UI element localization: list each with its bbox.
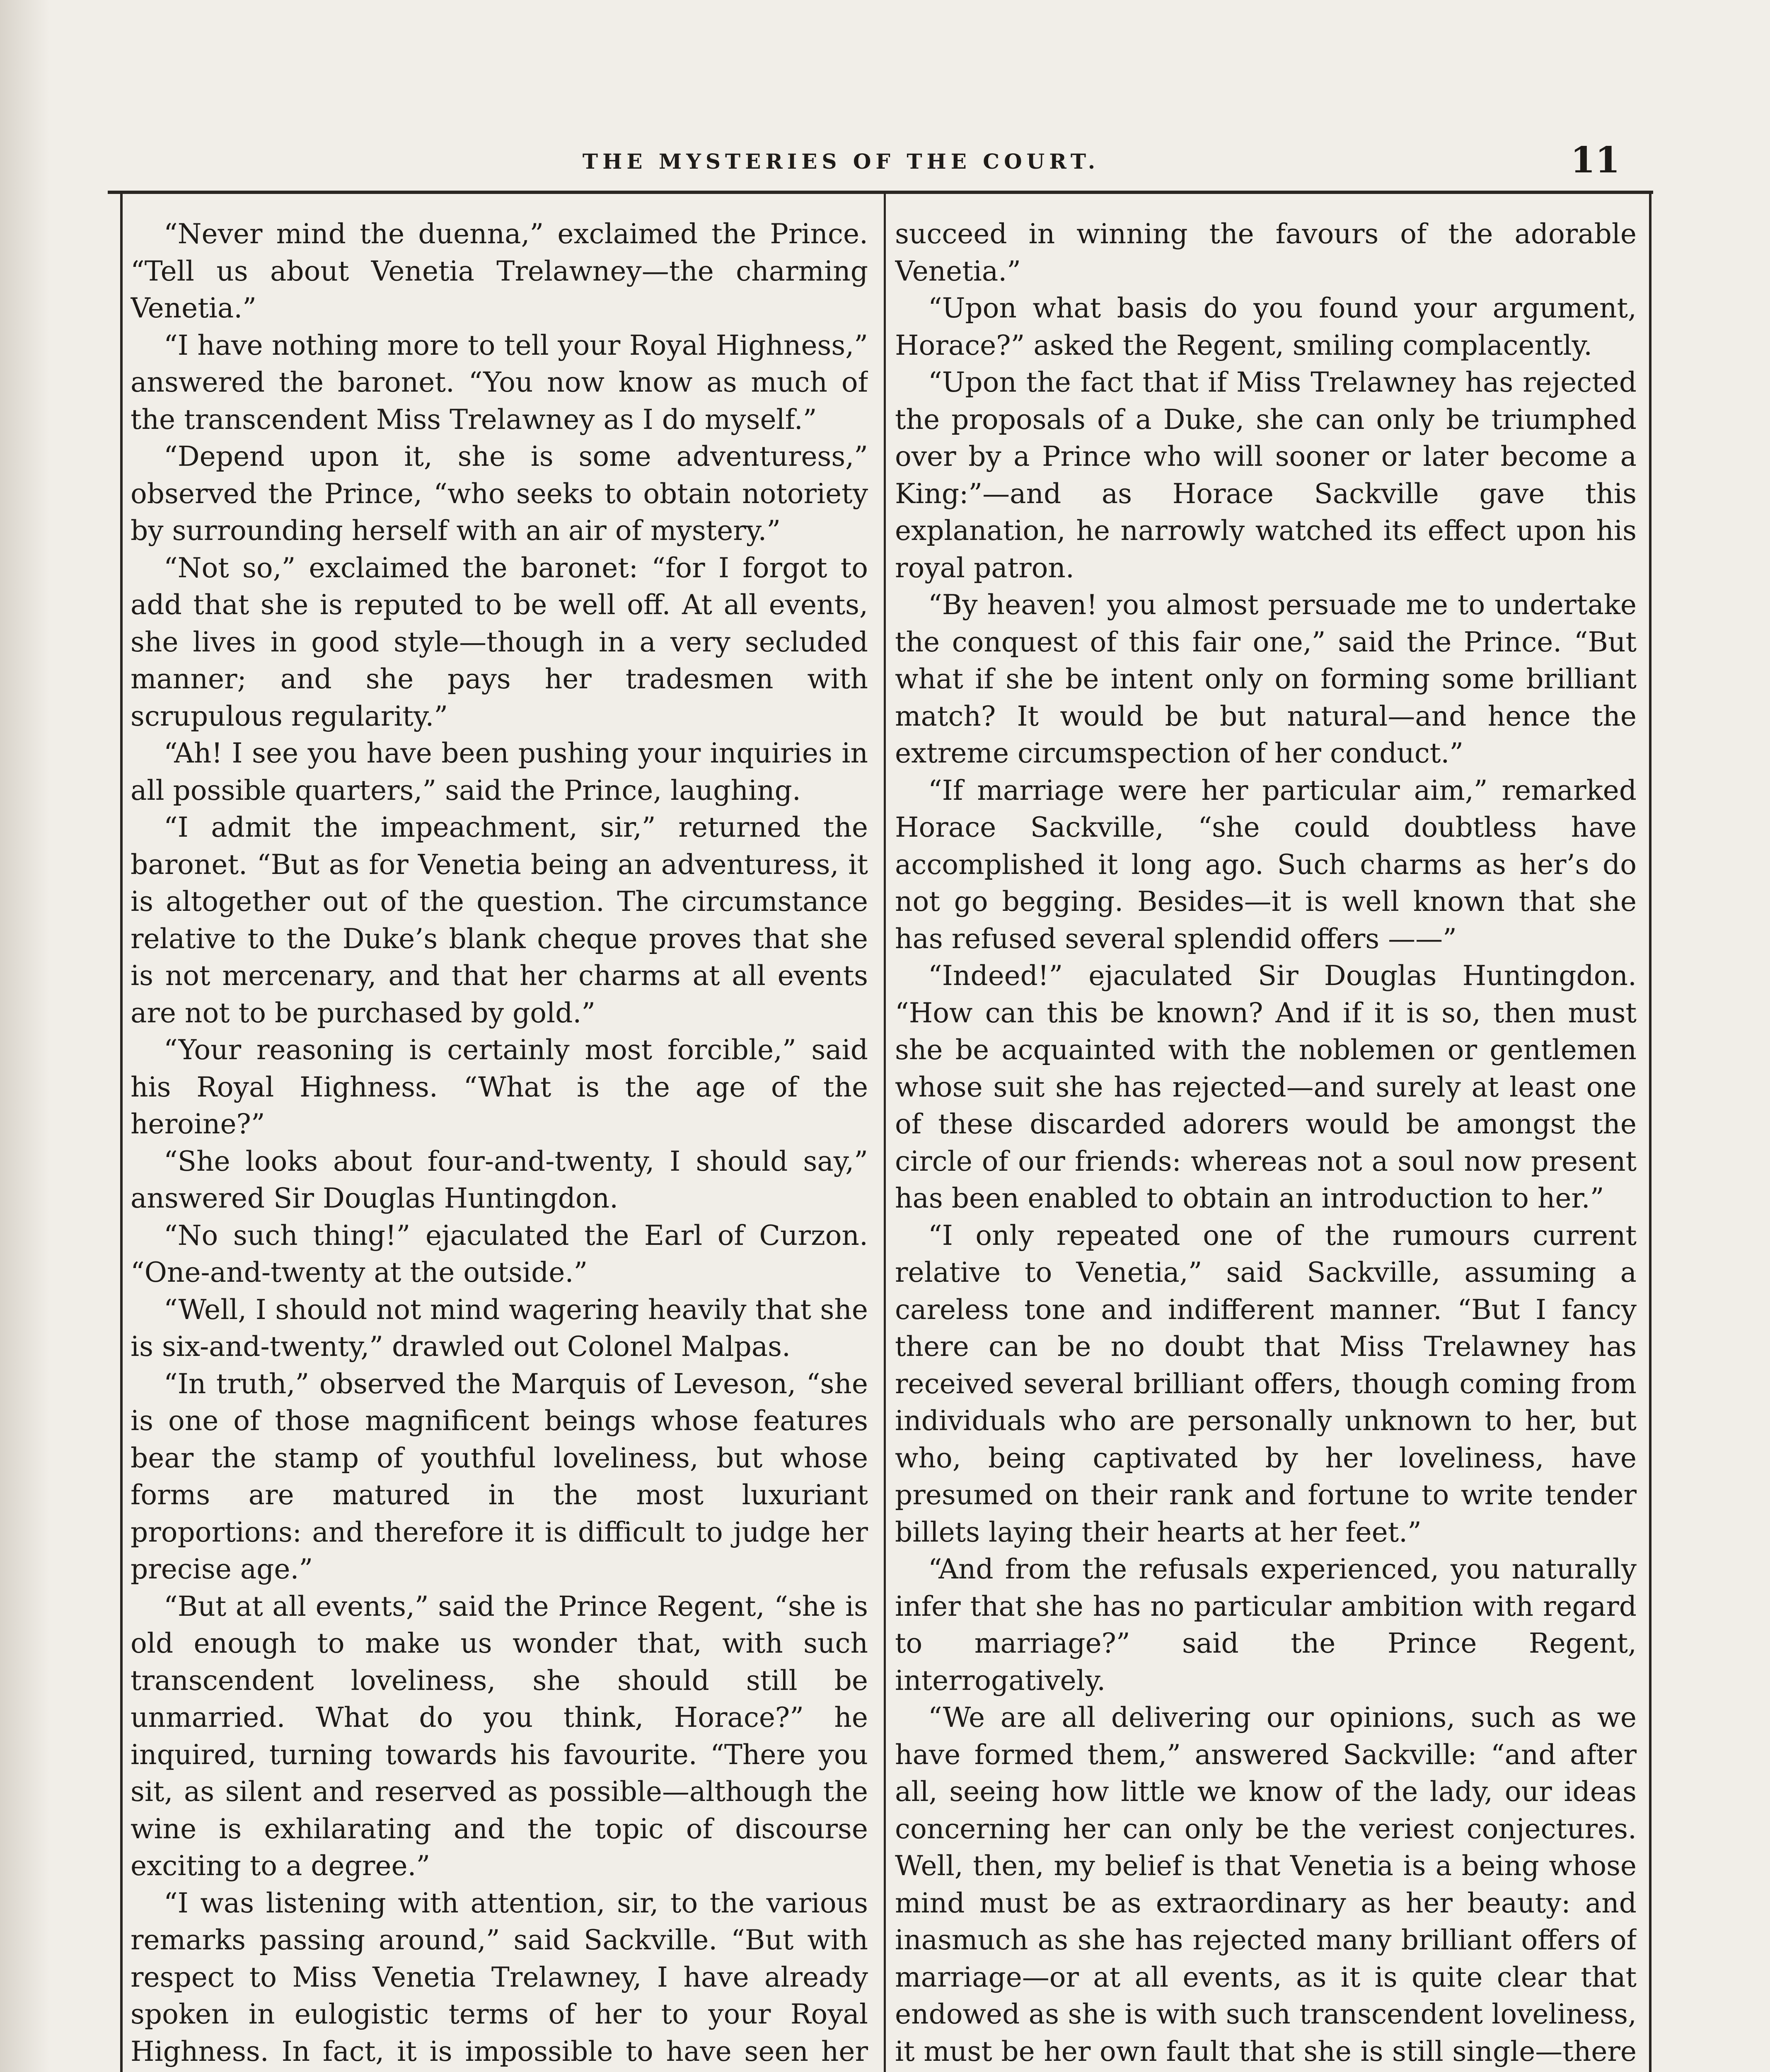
paragraph: “Depend upon it, she is some adventuress,” observed the Prince, “who seeks to obtain notoriety by surrounding herself with an air of mystery.” — [131, 441, 868, 547]
paragraph: “And from the refusals experienced, you naturally infer that she has no particular ambition with regard to marriage?” said the Prince Regent, interrogatively. — [895, 1553, 1637, 1697]
paragraph: “I was listening with attention, sir, to the various remarks passing around,” said Sackville. “But with respect to Miss Venetia Trelawney, I have already spoken in eulogistic terms of her to your Royal Highness. In fact, it is impossible to have seen her — [131, 1887, 868, 2067]
paragraph: “Your reasoning is certainly most forcible,” said his Royal Highness. “What is the age of the heroine?” — [131, 1034, 868, 1140]
paragraph: “She looks about four-and-twenty, I should say,” answered Sir Douglas Huntingdon. — [131, 1145, 868, 1214]
right-frame-rule — [1649, 191, 1652, 2072]
paragraph: “Not so,” exclaimed the baronet: “for I forgot to add that she is reputed to be well off. At all events, she lives in good style—though in a very secluded manner; and she pays her tradesmen with scrupulous regularity.” — [131, 552, 868, 732]
paragraph: “Ah! I see you have been pushing your inquiries in all possible quarters,” said the Prince, laughing. — [131, 737, 868, 806]
paragraph: “Upon what basis do you found your argument, Horace?” asked the Regent, smiling complacently. — [895, 292, 1637, 361]
paragraph: “I admit the impeachment, sir,” returned the baronet. “But as for Venetia being an adventuress, it is altogether out of the question. The circumstance relative to the Duke’s blank cheque proves that she is not mercenary, and that her charms at all events are not to be purchased by gold.” — [131, 811, 868, 1029]
header-rule — [108, 191, 1653, 194]
paragraph: “No such thing!” ejaculated the Earl of Curzon. “One-and-twenty at the outside.” — [131, 1219, 868, 1288]
paragraph: “I only repeated one of the rumours current relative to Venetia,” said Sackville, assuming a careless tone and indifferent manner. “But I fancy there can be no doubt that Miss Trelawney has received several brilliant offers, though coming from individuals who are personally unknown to her, but who, being captivated by her loveliness, have presumed on their rank and fortune to write tender billets laying their hearts at her feet.” — [895, 1219, 1637, 1548]
paragraph: “By heaven! you almost persuade me to undertake the conquest of this fair one,” said the Prince. “But what if she be intent only on forming some brilliant match? It would be but natural—and hence the extreme circumspection of her conduct.” — [895, 589, 1637, 769]
right-column — [895, 215, 1637, 2072]
running-head: THE MYSTERIES OF THE COURT. — [582, 149, 1100, 174]
left-column — [131, 215, 868, 2072]
paragraph: “Never mind the duenna,” exclaimed the Prince. “Tell us about Venetia Trelawney—the charming Venetia.” — [131, 218, 868, 324]
column-divider — [884, 194, 886, 2072]
paragraph: “In truth,” observed the Marquis of Leveson, “she is one of those magnificent beings whose features bear the stamp of youthful loveliness, but whose forms are matured in the most luxuriant proportions: and therefore it is difficult to judge her precise age.” — [131, 1368, 868, 1585]
paragraph-continued: succeed in winning the favours of the adorable Venetia.” — [895, 218, 1637, 287]
page-header — [124, 137, 1649, 182]
left-frame-rule — [120, 191, 123, 2072]
paragraph: “If marriage were her particular aim,” remarked Horace Sackville, “she could doubtless have accomplished it long ago. Such charms as her’s do not go begging. Besides—it is well known that she has refused several splendid offers ——” — [895, 774, 1637, 955]
paragraph: “But at all events,” said the Prince Regent, “she is old enough to make us wonder that, with such transcendent loveliness, she should still be unmarried. What do you think, Horace?” he inquired, turning towards his favourite. “There you sit, as silent and reserved as possible—although the wine is exhilarating and the topic of discourse exciting to a degree.” — [131, 1590, 868, 1882]
paragraph: “I have nothing more to tell your Royal Highness,” answered the baronet. “You now know as much of the transcendent Miss Trelawney as I do myself.” — [131, 329, 868, 436]
paragraph: “Upon the fact that if Miss Trelawney has rejected the proposals of a Duke, she can only be triumphed over by a Prince who will sooner or later become a King:”—and as Horace Sackville gave this explanation, he narrowly watched its effect upon his royal patron. — [895, 366, 1637, 584]
paragraph: “Indeed!” ejaculated Sir Douglas Huntingdon. “How can this be known? And if it is so, then must she be acquainted with the noblemen or gentlemen whose suit she has rejected—and surely at least one of these discarded adorers would be amongst the circle of our friends: whereas not a soul now present has been enabled to obtain an introduction to her.” — [895, 960, 1637, 1214]
paragraph: “Well, I should not mind wagering heavily that she is six-and-twenty,” drawled out Colonel Malpas. — [131, 1293, 868, 1363]
gutter-shadow — [0, 0, 50, 2072]
page-number: 11 — [1570, 139, 1620, 181]
paragraph: “We are all delivering our opinions, such as we have formed them,” answered Sackville: “and after all, seeing how little we know of the lady, our ideas concerning her can only be the veriest conjectures. Well, then, my belief is that Venetia is a being whose mind must be as extraordinary as her beauty: and inasmuch as she has rejected many brilliant offers of marriage—or at all events, as it is quite clear that endowed as she is with such transcendent loveliness, it must be her own fault that she is still single—there — [895, 1702, 1637, 2067]
